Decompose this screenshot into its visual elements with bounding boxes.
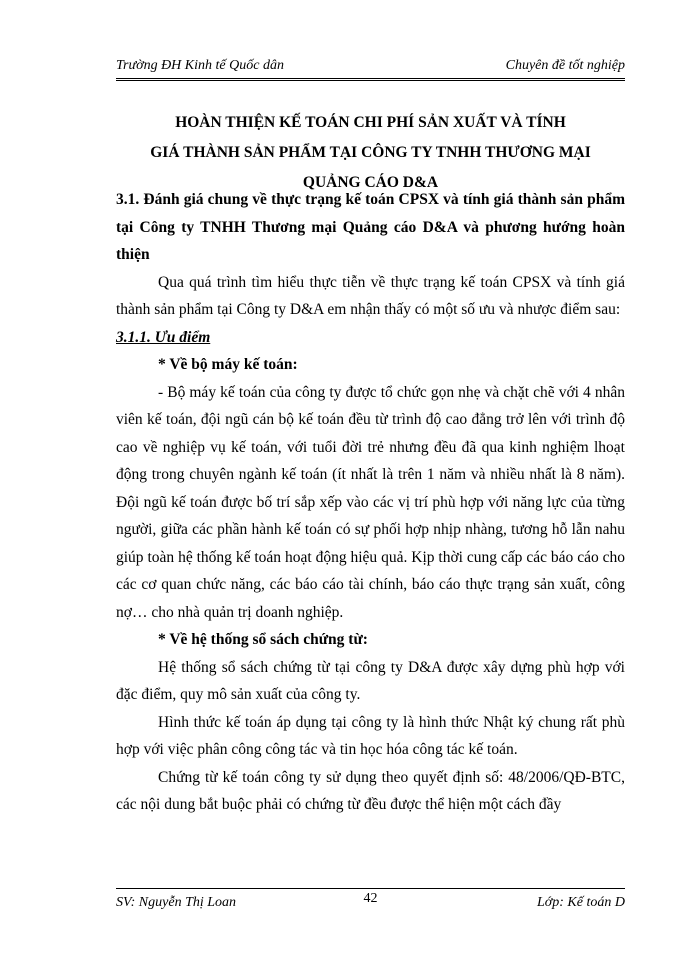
- paragraph-accounting-apparatus: - Bộ máy kế toán của công ty được tổ chức gọn nhẹ và chặt chẽ với 4 nhân viên kế toán, đội ngũ cán bộ kế toán đều từ trình độ cao đẳng trở lên với trình độ cao về nghiệp vụ kế toán, với tuổi đời trẻ nhưng đều đã qua kinh nghiệm lhoạt động trong chuyên ngành kế toán (ít nhất là trên 1 năm và nhiều nhất là 8 năm). Đội ngũ kế toán được bố trí sắp xếp vào các vị trí phù hợp với năng lực của từng người, giữa các phần hành kế toán có sự phối hợp nhịp nhàng, tương hỗ lẫn nahu giúp toàn hệ thống kế toán hoạt động hiệu quả. Kịp thời cung cấp các báo cáo cho các cơ quan chức năng, các báo cáo tài chính, báo cáo thực trạng sản xuất, công nợ… cho nhà quản trị doanh nghiệp.: [116, 383, 625, 621]
- bullet-accounting-apparatus: * Về bộ máy kế toán:: [158, 356, 298, 373]
- title-line-1: HOÀN THIỆN KẾ TOÁN CHI PHÍ SẢN XUẤT VÀ TÍNH: [175, 114, 566, 131]
- header-report-type: Chuyên đề tốt nghiệp: [505, 58, 625, 73]
- title-line-2: GIÁ THÀNH SẢN PHẨM TẠI CÔNG TY TNHH THƯƠNG MẠI: [150, 144, 591, 161]
- bullet-records-system: * Về hệ thống sổ sách chứng từ:: [158, 631, 368, 648]
- page-number: 42: [363, 891, 378, 906]
- page-footer: [116, 888, 625, 919]
- footer-student: SV: Nguyễn Thị Loan: [116, 895, 237, 910]
- footer-class: Lớp: Kế toán D: [537, 895, 625, 910]
- subsection-heading: 3.1.1. Ưu điểm: [116, 328, 211, 346]
- section-heading: 3.1. Đánh giá chung về thực trạng kế toán CPSX và tính giá thành sản phẩm tại Công ty TNHH Thương mại Quảng cáo D&A và phương hướng hoàn thiện: [116, 191, 625, 263]
- page-header: [116, 56, 625, 81]
- paragraph-accounting-form: Hình thức kế toán áp dụng tại công ty là hình thức Nhật ký chung rất phù hợp với việc phân công công tác và tin học hóa công tác kế toán.: [116, 713, 625, 758]
- document-body: [116, 186, 625, 819]
- paragraph-vouchers: Chứng từ kế toán công ty sử dụng theo quyết định số: 48/2006/QĐ-BTC, các nội dung bắt buộc phải có chứng từ đều được thể hiện một cách đầy: [116, 768, 625, 813]
- title-line-3: QUẢNG CÁO D&A: [302, 174, 439, 191]
- paragraph-records-system: Hệ thống sổ sách chứng từ tại công ty D&A được xây dựng phù hợp với đặc điểm, quy mô sản xuất của công ty.: [116, 658, 625, 703]
- intro-paragraph: Qua quá trình tìm hiểu thực tiễn về thực trạng kế toán CPSX và tính giá thành sản phẩm tại Công ty D&A em nhận thấy có một số ưu và nhược điểm sau:: [116, 273, 625, 318]
- document-title: [116, 108, 625, 198]
- header-school: Trường ĐH Kinh tế Quốc dân: [116, 58, 284, 73]
